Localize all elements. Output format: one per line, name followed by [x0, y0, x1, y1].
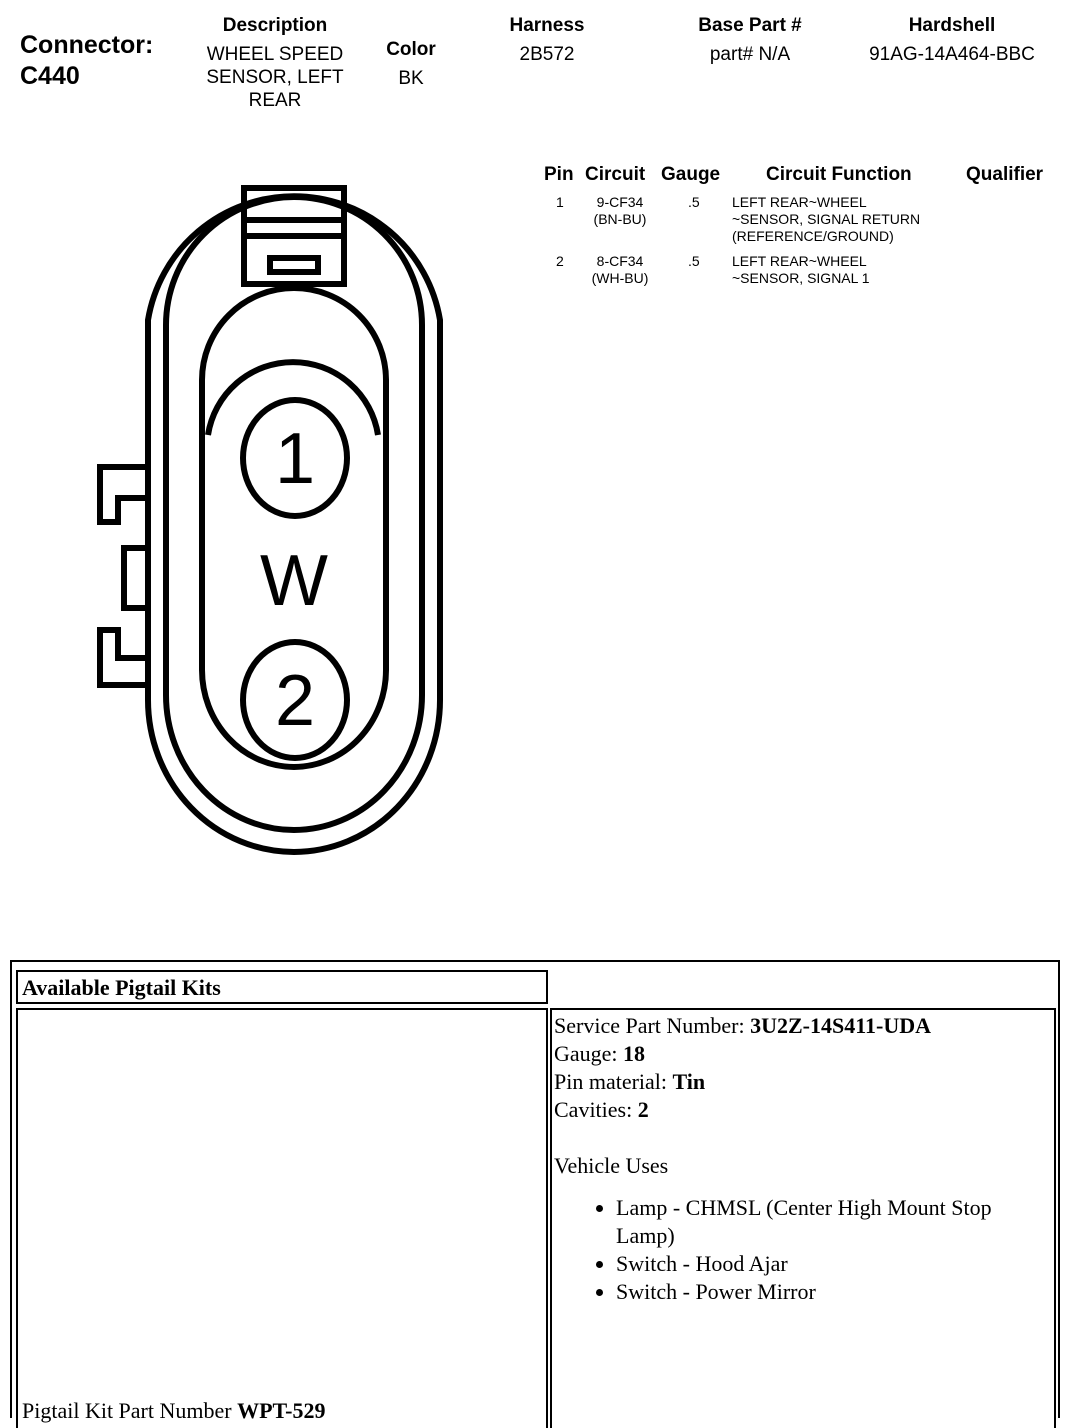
circuit-header: Circuit [585, 164, 646, 185]
gauge-cell: .5 [688, 194, 700, 210]
circuit-function-cell [732, 253, 870, 287]
vehicle-uses-list [554, 1194, 1052, 1306]
harness-heading: Harness [509, 15, 585, 36]
vehicle-use-item: • Lamp - CHMSL (Center High Mount Stop Lamp) [616, 1194, 1052, 1250]
function-line: ~SENSOR, SIGNAL 1 [732, 270, 870, 286]
gauge-header: Gauge [661, 164, 721, 185]
circuit-function-header: Circuit Function [766, 164, 912, 185]
circuit-id: 8-CF34 [596, 253, 644, 269]
wire-color: (WH-BU) [591, 270, 649, 286]
hardshell-heading: Hardshell [908, 15, 996, 36]
pigtail-kits-panel [10, 960, 1060, 1423]
connector-title [20, 30, 153, 92]
circuit-function-cell [732, 194, 920, 245]
pin-material-label: Pin material: [554, 1069, 673, 1094]
gauge-cell: .5 [688, 253, 700, 269]
description-heading: Description [222, 15, 328, 36]
description-line: SENSOR, LEFT [206, 67, 344, 88]
pin-number: 1 [556, 194, 564, 210]
pin-header: Pin [544, 164, 574, 185]
harness-value: 2B572 [519, 44, 575, 65]
pin-number: 2 [556, 253, 564, 269]
color-value: BK [398, 68, 424, 89]
gauge-label: Gauge: [554, 1041, 624, 1066]
gauge-row [554, 1040, 1052, 1068]
connector-face-drawing [90, 180, 460, 870]
color-heading: Color [386, 39, 436, 60]
harness-column [480, 14, 614, 66]
vehicle-uses-heading: Vehicle Uses [554, 1153, 669, 1178]
qualifier-header: Qualifier [966, 164, 1044, 185]
cavities-value: 2 [637, 1097, 649, 1122]
cavity-2-label: 2 [274, 661, 316, 741]
pigtail-kits-title: Available Pigtail Kits [16, 970, 548, 1004]
hardshell-value: 91AG-14A464-BBC [869, 44, 1035, 65]
cavity-1-label: 1 [274, 419, 316, 499]
pigtail-kit-details [550, 1008, 1056, 1428]
circuit-cell [580, 253, 660, 287]
gauge-value: 18 [623, 1041, 646, 1066]
circuit-cell [580, 194, 660, 228]
base-part-value: part# N/A [709, 44, 791, 65]
lock-nub [270, 258, 318, 272]
description-column [190, 14, 360, 112]
kit-part-value: WPT-529 [237, 1398, 326, 1423]
pin-material-value: Tin [672, 1069, 706, 1094]
description-line: REAR [248, 90, 302, 111]
service-part-label: Service Part Number: [554, 1013, 751, 1038]
connector-id: C440 [20, 62, 80, 90]
vehicle-use-item: • Switch - Power Mirror [616, 1278, 1052, 1306]
keying-letter: W [260, 541, 328, 621]
pigtail-kit-image-cell [16, 1008, 548, 1428]
service-part-row [554, 1012, 1052, 1040]
side-clip [100, 467, 148, 522]
color-column [370, 38, 452, 90]
service-part-value: 3U2Z-14S411-UDA [750, 1013, 932, 1038]
connector-diagram [90, 180, 460, 875]
cavities-label: Cavities: [554, 1097, 638, 1122]
wire-color: (BN-BU) [593, 211, 647, 227]
outer-housing [148, 196, 440, 852]
base-part-heading: Base Part # [698, 15, 802, 36]
side-clip [124, 548, 148, 608]
function-line: LEFT REAR~WHEEL [732, 253, 867, 269]
pin-material-row [554, 1068, 1052, 1096]
cavities-row [554, 1096, 1052, 1124]
base-part-column [680, 14, 820, 66]
pigtail-kit-part-number [22, 1398, 326, 1424]
connector-label: Connector: [20, 31, 154, 59]
hardshell-column [852, 14, 1052, 66]
function-line: ~SENSOR, SIGNAL RETURN [732, 211, 921, 227]
description-line: WHEEL SPEED [206, 44, 344, 65]
kit-part-label: Pigtail Kit Part Number [22, 1398, 238, 1423]
circuit-id: 9-CF34 [596, 194, 644, 210]
vehicle-use-item: • Switch - Hood Ajar [616, 1250, 1052, 1278]
side-clip [100, 630, 148, 685]
function-line: LEFT REAR~WHEEL [732, 194, 867, 210]
function-line: (REFERENCE/GROUND) [732, 228, 894, 244]
